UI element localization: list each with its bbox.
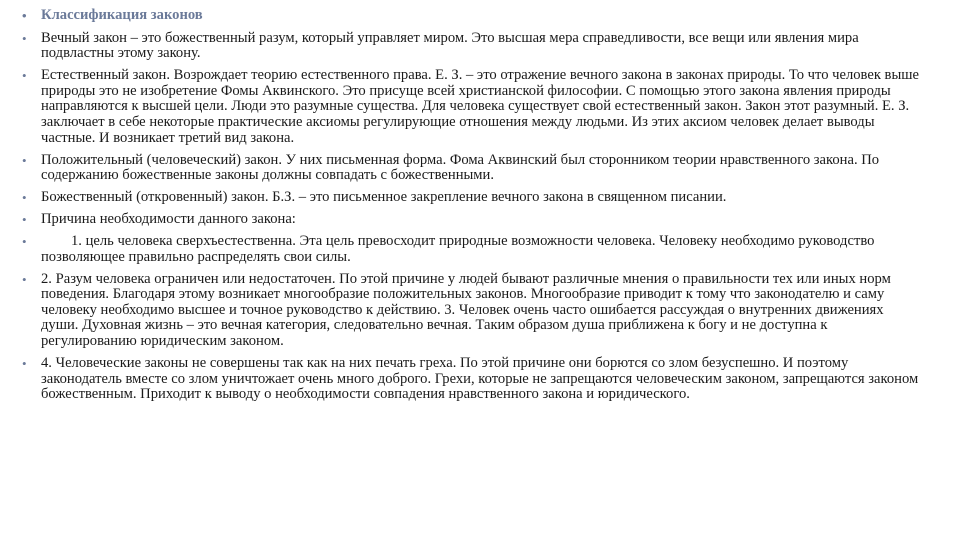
bullet-icon: •	[22, 8, 27, 23]
bullet-icon: •	[22, 356, 27, 372]
bullet-icon: •	[22, 212, 27, 228]
slide-title: Классификация законов	[41, 7, 203, 23]
bullet-icon: •	[22, 190, 27, 206]
list-item-text: 1. цель человека сверхъестественна. Эта цель превосходит природные возможности человека. Человеку необходимо руководство позволяющее правильно распределять свои силы.	[41, 233, 875, 265]
list-item-text: Вечный закон – это божественный разум, который управляет миром. Это высшая мера справедливости, все вещи или явления мира подвластны этому закону.	[41, 29, 859, 62]
list-item	[22, 212, 922, 228]
list-item	[22, 356, 922, 403]
list-item	[22, 234, 922, 265]
list-item	[22, 190, 922, 206]
slide-title-item	[22, 8, 922, 24]
list-item	[22, 153, 922, 184]
list-item-text: Божественный (откровенный) закон. Б.З. – это письменное закрепление вечного закона в священном писании.	[41, 189, 727, 206]
list-item-text: 4. Человеческие законы не совершены так как на них печать греха. По этой причине они борются со злом безуспешно. И поэтому законодатель вместе со злом уничтожает очень много доброго. Грехи, которые не запрещаются человеческим законом, запрещаются законом божественным. Приходит к выводу о необходимости совпадения нравственного закона и юридического.	[41, 355, 919, 403]
list-item	[22, 31, 922, 62]
bullet-icon: •	[22, 152, 27, 168]
bullet-icon: •	[22, 234, 27, 250]
list-item-text: 2. Разум человека ограничен или недостаточен. По этой причине у людей бывают различные мнения о правильности тех или иных норм поведения. Благодаря этому возникает многообразие положительных законов. Многообразие приводит к тому что законодателю и саму человеку необходимо высшее и точное руководство к действию. 3. Человек очень часто ошибается рассуждая о внутренних движениях души. Духовная жизнь – это вечная категория, следовательно вечная. Таким образом душа приближена к богу и не доступна к регулированию юридическим законом.	[41, 270, 891, 350]
list-item-text: Естественный закон. Возрождает теорию естественного права. Е. З. – это отражение вечного закона в законах природы. То что человек выше природы это не изобретение Фомы Аквинского. Это присуще всей христианской философии. С помощью этого закона явления природы направляются к высшей цели. Люди это разумные существа. Для человека существует свой естественный закон. Закон этот разумный. Е. З. заключает в себе некоторые практические аксиомы регулирующие отношения между людьми. Из этих аксиом человек делает выводы частные. И возникает третий вид закона.	[41, 67, 919, 146]
list-item-text: Причина необходимости данного закона:	[41, 211, 296, 228]
bullet-list	[22, 8, 922, 409]
list-item	[22, 68, 922, 146]
list-item	[22, 272, 922, 350]
bullet-icon: •	[22, 30, 27, 46]
bullet-icon: •	[22, 271, 27, 287]
list-item-text: Положительный (человеческий) закон. У них письменная форма. Фома Аквинский был сторонником теории нравственного закона. По содержанию божественные законы должны совпадать с божественными.	[41, 151, 880, 184]
bullet-icon: •	[22, 68, 27, 84]
